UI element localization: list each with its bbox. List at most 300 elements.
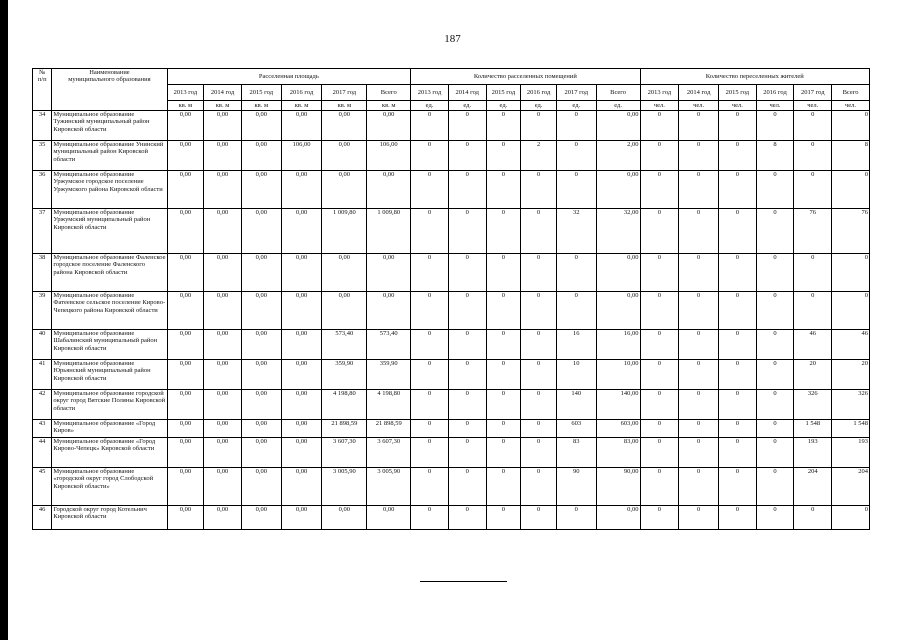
header-group-people: Количество переселенных жителей — [640, 69, 869, 85]
header-group-count: Количество расселенных помещений — [411, 69, 640, 85]
count-cell: 140,00 — [596, 390, 640, 420]
people-cell: 0 — [756, 360, 794, 390]
area-cell: 0,00 — [167, 254, 204, 292]
area-cell: 0,00 — [367, 506, 411, 530]
municipality-name: Муниципальное образование Унинский муниципальный район Кировской области — [52, 141, 167, 171]
area-cell: 0,00 — [241, 468, 281, 506]
municipality-name: Муниципальное образование Уржумское городское поселение Уржумского района Кировской области — [52, 171, 167, 209]
year-header: 2014 год — [204, 85, 242, 101]
area-cell: 0,00 — [241, 390, 281, 420]
header-group-area: Расселенная площадь — [167, 69, 411, 85]
count-cell: 0 — [411, 141, 449, 171]
row-number: 41 — [33, 360, 52, 390]
year-header: 2016 год — [281, 85, 322, 101]
unit-header: ед. — [596, 101, 640, 111]
people-cell: 0 — [756, 111, 794, 141]
count-cell: 0 — [521, 360, 557, 390]
area-cell: 0,00 — [241, 330, 281, 360]
municipality-name: Муниципальное образование Фатеевское сельское поселение Кирово-Чепецкого района Кировской области — [52, 292, 167, 330]
area-cell: 0,00 — [167, 141, 204, 171]
people-cell: 0 — [679, 330, 719, 360]
people-cell: 0 — [756, 254, 794, 292]
count-cell: 0 — [486, 141, 521, 171]
people-cell: 0 — [756, 420, 794, 438]
people-cell: 193 — [832, 438, 870, 468]
people-cell: 0 — [640, 420, 679, 438]
people-cell: 0 — [719, 111, 757, 141]
count-cell: 10 — [556, 360, 596, 390]
count-cell: 0 — [521, 292, 557, 330]
unit-header: чел. — [756, 101, 794, 111]
people-cell: 0 — [719, 171, 757, 209]
people-cell: 0 — [794, 111, 832, 141]
municipality-name: Муниципальное образование Шабалинский муниципальный район Кировской области — [52, 330, 167, 360]
count-cell: 0 — [521, 111, 557, 141]
count-cell: 2,00 — [596, 141, 640, 171]
area-cell: 4 198,80 — [322, 390, 367, 420]
row-number: 35 — [33, 141, 52, 171]
count-cell: 0 — [486, 420, 521, 438]
table-row — [33, 254, 870, 292]
unit-header: ед. — [556, 101, 596, 111]
area-cell: 0,00 — [322, 111, 367, 141]
people-cell: 0 — [832, 254, 870, 292]
count-cell: 0 — [448, 330, 486, 360]
count-cell: 0 — [411, 209, 449, 254]
area-cell: 0,00 — [281, 506, 322, 530]
people-cell: 0 — [640, 390, 679, 420]
count-cell: 0 — [448, 506, 486, 530]
people-cell: 0 — [756, 438, 794, 468]
count-cell: 0 — [521, 390, 557, 420]
count-cell: 0 — [486, 506, 521, 530]
area-cell: 0,00 — [367, 111, 411, 141]
year-header: 2015 год — [486, 85, 521, 101]
people-cell: 0 — [640, 111, 679, 141]
count-cell: 0 — [411, 254, 449, 292]
people-cell: 0 — [679, 506, 719, 530]
people-cell: 46 — [832, 330, 870, 360]
table-row — [33, 468, 870, 506]
area-cell: 106,00 — [281, 141, 322, 171]
people-cell: 0 — [679, 209, 719, 254]
area-cell: 573,40 — [322, 330, 367, 360]
area-cell: 0,00 — [167, 360, 204, 390]
count-cell: 0 — [486, 111, 521, 141]
count-cell: 0 — [521, 209, 557, 254]
people-cell: 0 — [640, 468, 679, 506]
area-cell: 0,00 — [322, 506, 367, 530]
area-cell: 0,00 — [241, 292, 281, 330]
people-cell: 0 — [719, 330, 757, 360]
count-cell: 0 — [521, 171, 557, 209]
area-cell: 0,00 — [204, 330, 242, 360]
area-cell: 0,00 — [204, 468, 242, 506]
people-cell: 0 — [832, 292, 870, 330]
scan-edge-bar — [0, 0, 8, 640]
people-cell: 0 — [756, 171, 794, 209]
table-row — [33, 506, 870, 530]
area-cell: 0,00 — [167, 292, 204, 330]
municipality-name: Муниципальное образование Юрьянский муниципальный район Кировской области — [52, 360, 167, 390]
unit-header: ед. — [448, 101, 486, 111]
row-number: 40 — [33, 330, 52, 360]
people-cell: 193 — [794, 438, 832, 468]
year-header: Всего — [367, 85, 411, 101]
people-cell: 0 — [756, 390, 794, 420]
people-cell: 0 — [794, 254, 832, 292]
header-name: Наименование муниципального образования — [52, 69, 167, 111]
people-cell: 0 — [679, 438, 719, 468]
count-cell: 0,00 — [596, 171, 640, 209]
count-cell: 83 — [556, 438, 596, 468]
area-cell: 0,00 — [322, 254, 367, 292]
area-cell: 0,00 — [167, 330, 204, 360]
area-cell: 0,00 — [204, 390, 242, 420]
count-cell: 603 — [556, 420, 596, 438]
table-row — [33, 390, 870, 420]
row-number: 42 — [33, 390, 52, 420]
row-number: 34 — [33, 111, 52, 141]
area-cell: 0,00 — [281, 468, 322, 506]
count-cell: 0 — [411, 420, 449, 438]
count-cell: 0 — [448, 468, 486, 506]
area-cell: 1 009,80 — [367, 209, 411, 254]
count-cell: 0 — [448, 209, 486, 254]
count-cell: 0 — [448, 438, 486, 468]
year-header: 2016 год — [521, 85, 557, 101]
people-cell: 20 — [794, 360, 832, 390]
area-cell: 0,00 — [241, 209, 281, 254]
count-cell: 0 — [448, 111, 486, 141]
count-cell: 0 — [556, 111, 596, 141]
people-cell: 0 — [679, 111, 719, 141]
area-cell: 0,00 — [367, 292, 411, 330]
area-cell: 0,00 — [241, 141, 281, 171]
area-cell: 0,00 — [281, 438, 322, 468]
count-cell: 0 — [411, 390, 449, 420]
area-cell: 0,00 — [204, 209, 242, 254]
people-cell: 0 — [679, 420, 719, 438]
count-cell: 0 — [486, 209, 521, 254]
unit-header: чел. — [719, 101, 757, 111]
count-cell: 0 — [521, 330, 557, 360]
people-cell: 0 — [794, 506, 832, 530]
count-cell: 0 — [486, 468, 521, 506]
row-number: 36 — [33, 171, 52, 209]
area-cell: 0,00 — [241, 506, 281, 530]
area-cell: 0,00 — [204, 438, 242, 468]
count-cell: 0 — [486, 360, 521, 390]
count-cell: 0 — [521, 254, 557, 292]
table-row — [33, 420, 870, 438]
people-cell: 0 — [640, 171, 679, 209]
area-cell: 0,00 — [241, 111, 281, 141]
area-cell: 0,00 — [204, 506, 242, 530]
year-header: 2017 год — [322, 85, 367, 101]
area-cell: 21 898,59 — [367, 420, 411, 438]
count-cell: 16,00 — [596, 330, 640, 360]
count-cell: 0 — [448, 390, 486, 420]
municipality-name: Муниципальное образование Фаленское городское поселение Фаленского района Кировской области — [52, 254, 167, 292]
people-cell: 0 — [756, 209, 794, 254]
count-cell: 603,00 — [596, 420, 640, 438]
area-cell: 0,00 — [204, 360, 242, 390]
count-cell: 0 — [411, 292, 449, 330]
area-cell: 0,00 — [204, 141, 242, 171]
count-cell: 140 — [556, 390, 596, 420]
count-cell: 0 — [448, 171, 486, 209]
count-cell: 0 — [486, 254, 521, 292]
area-cell: 0,00 — [367, 171, 411, 209]
count-cell: 83,00 — [596, 438, 640, 468]
area-cell: 0,00 — [241, 420, 281, 438]
people-cell: 0 — [719, 390, 757, 420]
table-row — [33, 360, 870, 390]
table-row — [33, 141, 870, 171]
area-cell: 0,00 — [241, 360, 281, 390]
unit-header: кв. м — [281, 101, 322, 111]
area-cell: 0,00 — [281, 360, 322, 390]
area-cell: 0,00 — [167, 111, 204, 141]
year-header: 2013 год — [167, 85, 204, 101]
people-cell: 0 — [640, 209, 679, 254]
count-cell: 0 — [486, 330, 521, 360]
unit-header: чел. — [794, 101, 832, 111]
people-cell: 0 — [679, 292, 719, 330]
area-cell: 0,00 — [322, 292, 367, 330]
area-cell: 0,00 — [281, 171, 322, 209]
area-cell: 0,00 — [167, 468, 204, 506]
people-cell: 0 — [640, 438, 679, 468]
people-cell: 0 — [756, 506, 794, 530]
year-header: 2013 год — [411, 85, 449, 101]
table-body — [33, 111, 870, 530]
table-row — [33, 292, 870, 330]
municipality-name: Муниципальное образование городской округ город Вятские Поляны Кировской области — [52, 390, 167, 420]
year-header: 2016 год — [756, 85, 794, 101]
count-cell: 0 — [556, 254, 596, 292]
people-cell: 76 — [794, 209, 832, 254]
unit-header: кв. м — [322, 101, 367, 111]
row-number: 46 — [33, 506, 52, 530]
unit-header: чел. — [679, 101, 719, 111]
count-cell: 0 — [521, 506, 557, 530]
count-cell: 0 — [486, 390, 521, 420]
people-cell: 0 — [640, 506, 679, 530]
count-cell: 0 — [521, 468, 557, 506]
count-cell: 0 — [411, 506, 449, 530]
count-cell: 0,00 — [596, 506, 640, 530]
area-cell: 0,00 — [167, 390, 204, 420]
people-cell: 0 — [640, 141, 679, 171]
area-cell: 0,00 — [322, 141, 367, 171]
unit-header: кв. м — [204, 101, 242, 111]
people-cell: 0 — [679, 171, 719, 209]
area-cell: 359,90 — [367, 360, 411, 390]
people-cell: 0 — [756, 330, 794, 360]
area-cell: 3 607,30 — [367, 438, 411, 468]
year-header: Всего — [832, 85, 870, 101]
people-cell: 0 — [640, 292, 679, 330]
area-cell: 0,00 — [241, 171, 281, 209]
people-cell: 0 — [719, 141, 757, 171]
area-cell: 0,00 — [367, 254, 411, 292]
people-cell: 1 548 — [794, 420, 832, 438]
area-cell: 0,00 — [167, 209, 204, 254]
count-cell: 0 — [411, 330, 449, 360]
count-cell: 0 — [486, 438, 521, 468]
municipality-name: Городской округ город Котельнич Кировской области — [52, 506, 167, 530]
area-cell: 0,00 — [281, 111, 322, 141]
people-cell: 0 — [719, 506, 757, 530]
area-cell: 0,00 — [322, 171, 367, 209]
year-header: 2015 год — [241, 85, 281, 101]
row-number: 38 — [33, 254, 52, 292]
unit-header: чел. — [640, 101, 679, 111]
count-cell: 16 — [556, 330, 596, 360]
people-cell: 0 — [640, 330, 679, 360]
year-header: 2017 год — [556, 85, 596, 101]
municipality-name: Муниципальное образование «Город Кирово-Чепецк» Кировской области — [52, 438, 167, 468]
count-cell: 90,00 — [596, 468, 640, 506]
count-cell: 0 — [448, 141, 486, 171]
area-cell: 21 898,59 — [322, 420, 367, 438]
people-cell: 0 — [719, 420, 757, 438]
area-cell: 0,00 — [204, 111, 242, 141]
unit-header: чел. — [832, 101, 870, 111]
municipality-name: Муниципальное образование «Город Киров» — [52, 420, 167, 438]
people-cell: 0 — [719, 292, 757, 330]
people-cell: 0 — [719, 468, 757, 506]
footer-rule — [420, 581, 507, 582]
area-cell: 0,00 — [204, 292, 242, 330]
unit-header: кв. м — [367, 101, 411, 111]
count-cell: 0 — [411, 468, 449, 506]
people-cell: 8 — [832, 141, 870, 171]
people-cell: 0 — [679, 254, 719, 292]
area-cell: 0,00 — [281, 390, 322, 420]
area-cell: 0,00 — [281, 330, 322, 360]
area-cell: 0,00 — [204, 254, 242, 292]
people-cell: 0 — [679, 390, 719, 420]
area-cell: 0,00 — [281, 420, 322, 438]
count-cell: 0 — [486, 292, 521, 330]
year-header: Всего — [596, 85, 640, 101]
people-cell: 46 — [794, 330, 832, 360]
people-cell: 0 — [794, 292, 832, 330]
table-header — [33, 69, 870, 111]
unit-header: кв. м — [241, 101, 281, 111]
area-cell: 0,00 — [167, 506, 204, 530]
count-cell: 0,00 — [596, 254, 640, 292]
area-cell: 0,00 — [204, 171, 242, 209]
row-number: 43 — [33, 420, 52, 438]
row-number: 39 — [33, 292, 52, 330]
area-cell: 0,00 — [167, 171, 204, 209]
people-cell: 0 — [679, 360, 719, 390]
count-cell: 0 — [448, 420, 486, 438]
people-cell: 0 — [719, 360, 757, 390]
count-cell: 90 — [556, 468, 596, 506]
area-cell: 0,00 — [281, 209, 322, 254]
people-cell: 0 — [719, 254, 757, 292]
people-cell: 0 — [756, 468, 794, 506]
people-cell: 204 — [832, 468, 870, 506]
area-cell: 0,00 — [281, 254, 322, 292]
header-no: № п/п — [33, 69, 52, 111]
count-cell: 0 — [556, 506, 596, 530]
area-cell: 0,00 — [167, 438, 204, 468]
people-cell: 0 — [832, 506, 870, 530]
area-cell: 3 005,90 — [322, 468, 367, 506]
people-cell: 0 — [679, 468, 719, 506]
table-row — [33, 438, 870, 468]
people-cell: 0 — [794, 171, 832, 209]
count-cell: 0 — [556, 171, 596, 209]
count-cell: 0 — [486, 171, 521, 209]
table-row — [33, 209, 870, 254]
count-cell: 0 — [411, 111, 449, 141]
count-cell: 0 — [556, 141, 596, 171]
unit-header: кв. м — [167, 101, 204, 111]
count-cell: 0 — [411, 171, 449, 209]
count-cell: 0 — [556, 292, 596, 330]
unit-header: ед. — [411, 101, 449, 111]
people-cell: 0 — [679, 141, 719, 171]
people-cell: 0 — [832, 111, 870, 141]
municipality-name: Муниципальное образование Уржумский муниципальный район Кировской области — [52, 209, 167, 254]
people-cell: 20 — [832, 360, 870, 390]
area-cell: 4 198,80 — [367, 390, 411, 420]
row-number: 44 — [33, 438, 52, 468]
unit-header: ед. — [521, 101, 557, 111]
area-cell: 0,00 — [281, 292, 322, 330]
people-cell: 0 — [756, 292, 794, 330]
area-cell: 106,00 — [367, 141, 411, 171]
municipality-name: Муниципальное образование «городской округ город Слободской Кировской области» — [52, 468, 167, 506]
area-cell: 1 009,80 — [322, 209, 367, 254]
row-number: 45 — [33, 468, 52, 506]
people-cell: 204 — [794, 468, 832, 506]
count-cell: 0 — [521, 420, 557, 438]
area-cell: 0,00 — [241, 254, 281, 292]
people-cell: 0 — [794, 141, 832, 171]
resettlement-table — [32, 68, 870, 530]
year-header: 2015 год — [719, 85, 757, 101]
year-header: 2014 год — [679, 85, 719, 101]
area-cell: 0,00 — [204, 420, 242, 438]
year-header: 2013 год — [640, 85, 679, 101]
row-number: 37 — [33, 209, 52, 254]
table-row — [33, 111, 870, 141]
year-header: 2014 год — [448, 85, 486, 101]
people-cell: 326 — [794, 390, 832, 420]
table-row — [33, 330, 870, 360]
count-cell: 32,00 — [596, 209, 640, 254]
count-cell: 32 — [556, 209, 596, 254]
area-cell: 3 005,90 — [367, 468, 411, 506]
people-cell: 0 — [640, 360, 679, 390]
count-cell: 0 — [411, 360, 449, 390]
area-cell: 359,90 — [322, 360, 367, 390]
count-cell: 0 — [448, 292, 486, 330]
count-cell: 2 — [521, 141, 557, 171]
unit-header: ед. — [486, 101, 521, 111]
count-cell: 10,00 — [596, 360, 640, 390]
people-cell: 76 — [832, 209, 870, 254]
people-cell: 0 — [719, 438, 757, 468]
